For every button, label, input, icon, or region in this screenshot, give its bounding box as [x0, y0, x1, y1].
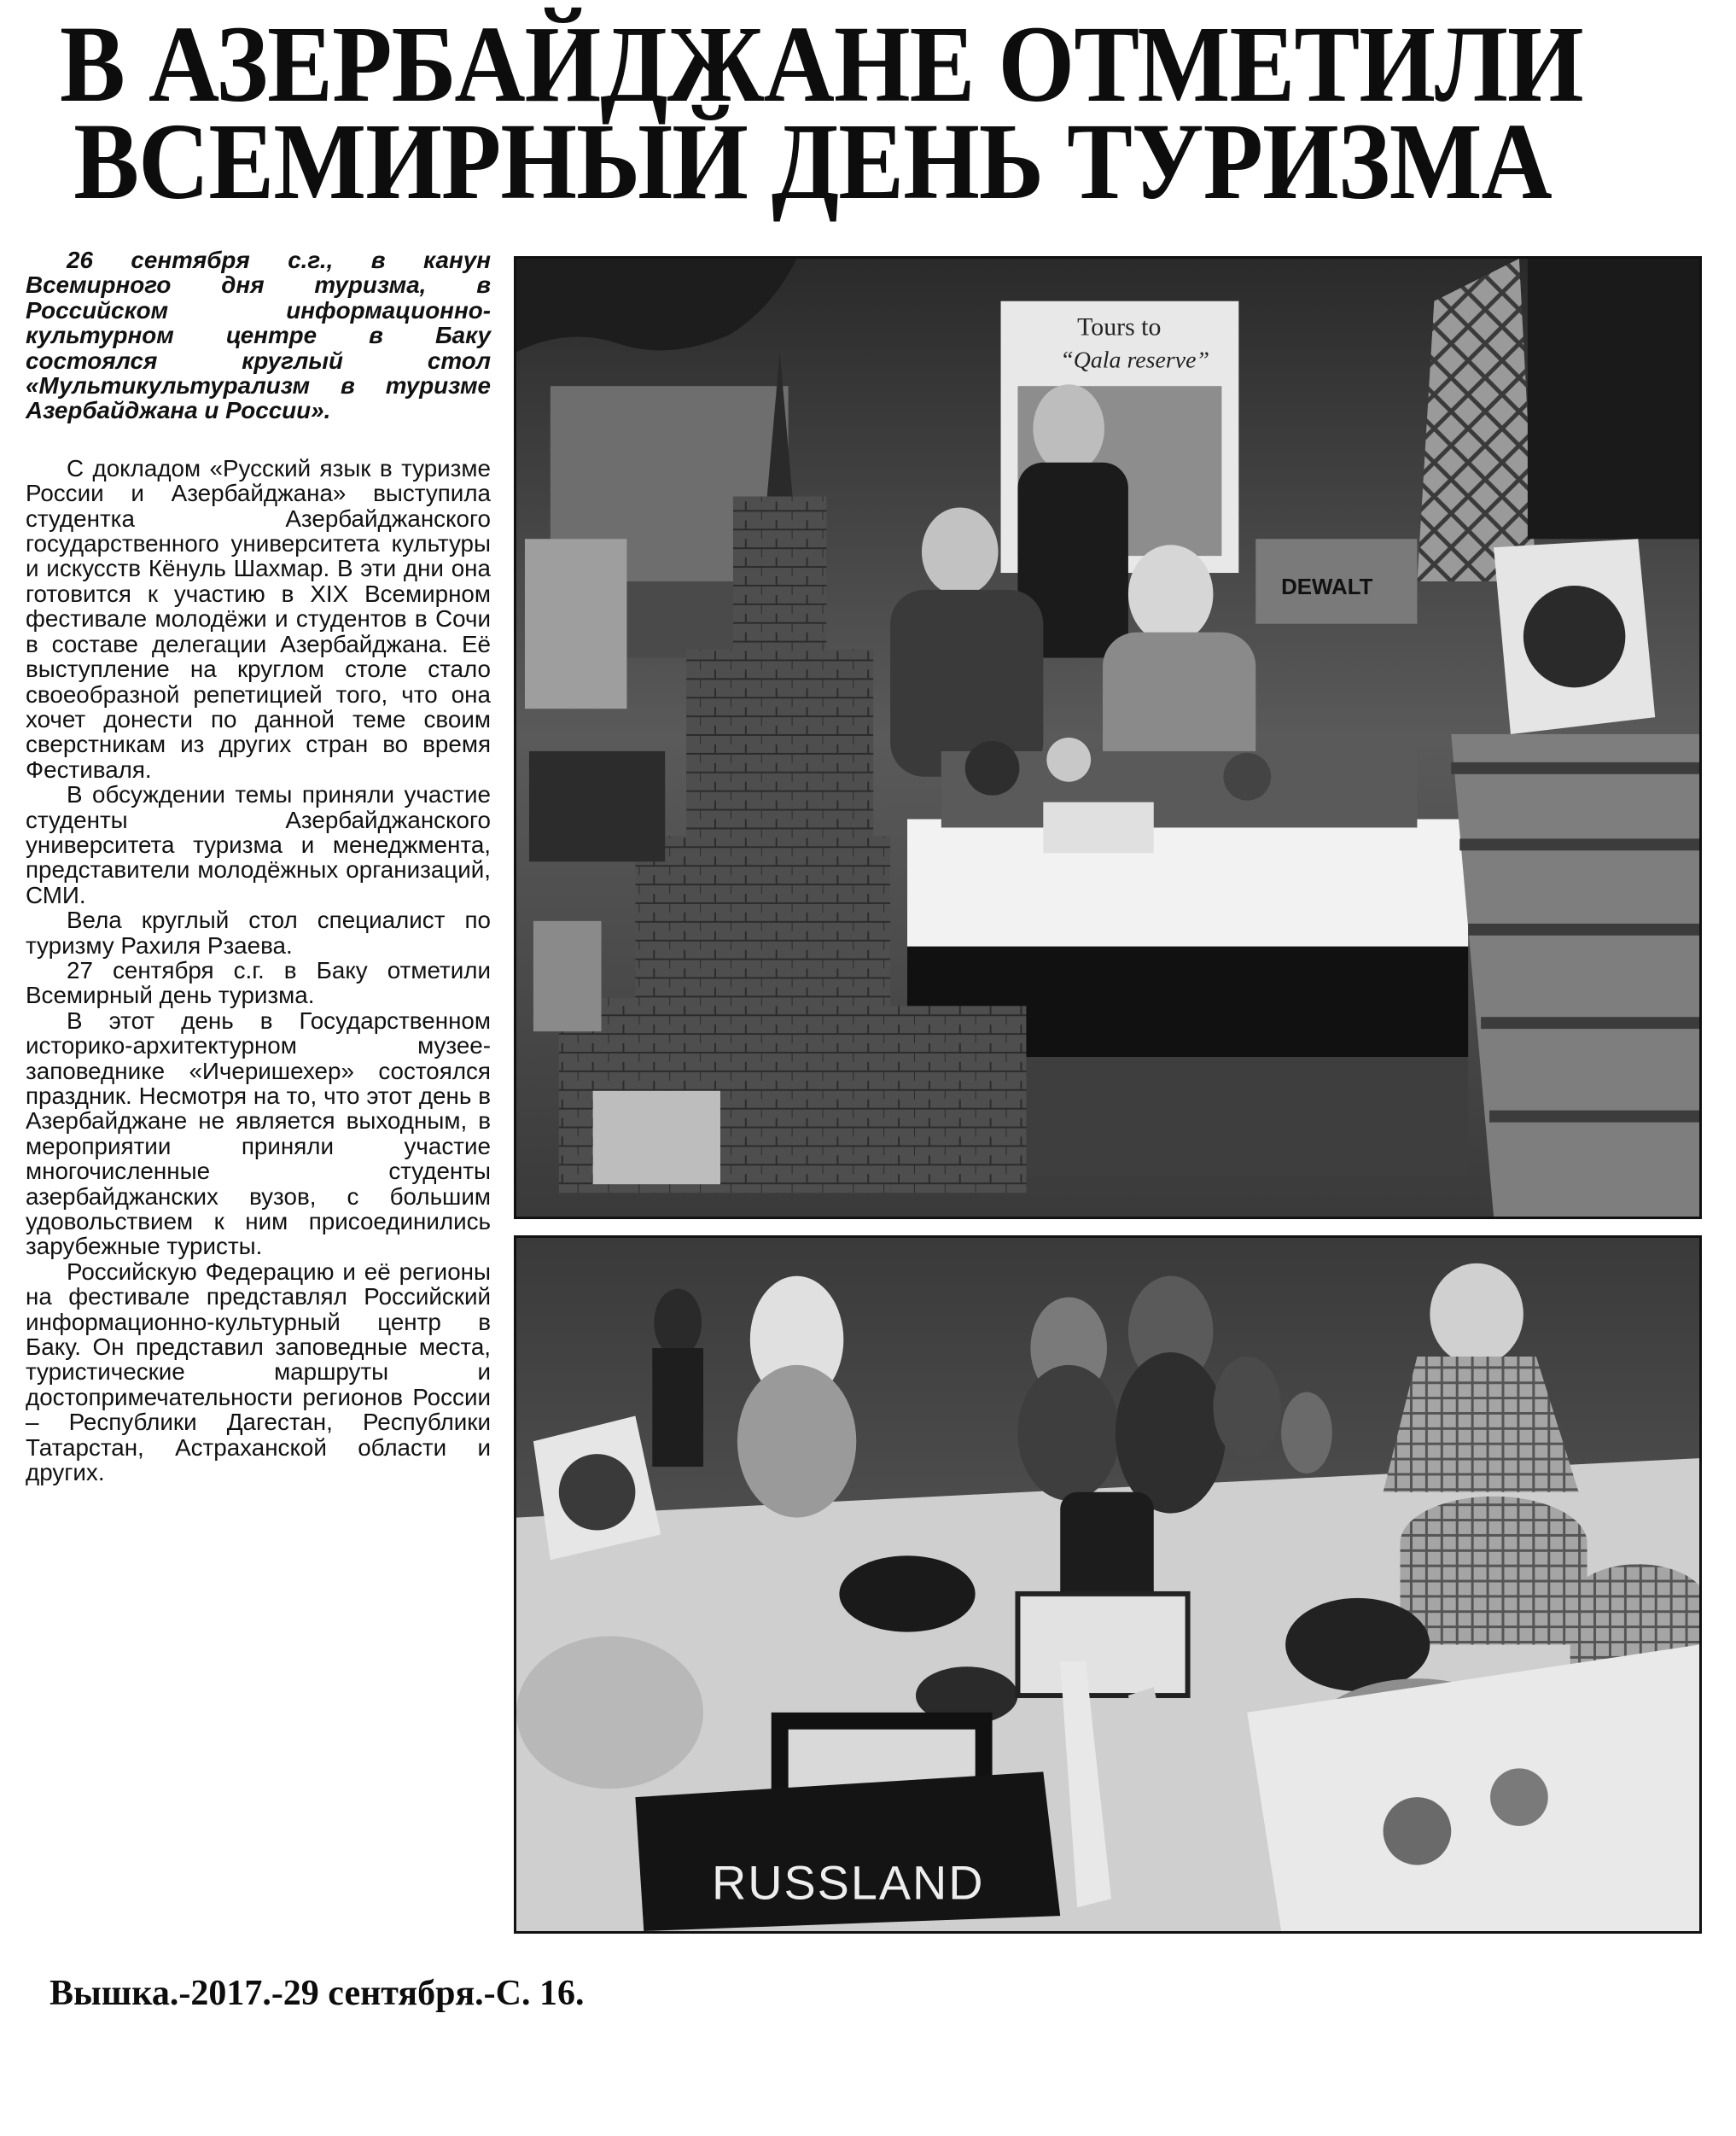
article-text-column: [26, 248, 491, 1485]
poster-text-2: “Qala reserve”: [1060, 347, 1209, 374]
source-citation: Вышка.-2017.-29 сентября.-С. 16.: [50, 1974, 585, 2013]
headline-line-2: ВСЕМИРНЫЙ ДЕНЬ ТУРИЗМА: [73, 101, 1552, 222]
article-paragraph: В этот день в Государственном историко-архитектурном музее-заповеднике «Ичеришехер» состоялся праздник. Несмотря на то, что этот день в Азербайджане не является выходным, в мероприятии приняли участие многочисленные студенты азербайджанских вузов, с большим удовольствием к ним присоединились зарубежные туристы.: [26, 1007, 491, 1260]
headline: [60, 3, 1583, 222]
article-paragraph: В обсуждении темы приняли участие студенты Азербайджанского университета туризма и менеджмента, представители молодёжных организаций, СМИ.: [26, 781, 491, 908]
article-paragraph: Вела круглый стол специалист по туризму Рахиля Рзаева.: [26, 907, 491, 959]
photo-souvenir-stand-image: [516, 259, 1699, 1217]
photo-souvenirs-table: [514, 1235, 1702, 1934]
poster-text-1: Tours to: [1077, 312, 1162, 341]
photo-souvenir-stand: [514, 256, 1702, 1219]
article-paragraph: Российскую Федерацию и её регионы на фестивале представлял Российский информационно-культурный центр в Баку. Он представил заповедные места, туристические маршруты и достопримечательности регионов России – Республики Дагестан, Республики Татарстан, Астраханской области и других.: [26, 1258, 491, 1486]
photo-souvenirs-table-image: [516, 1238, 1699, 1931]
book-label: RUSSLAND: [712, 1856, 985, 1910]
article-paragraph: 27 сентября с.г. в Баку отметили Всемирный день туризма.: [26, 956, 491, 1009]
box-label: DEWALT: [1281, 575, 1373, 599]
article-paragraph: С докладом «Русский язык в туризме России и Азербайджана» выступила студентка Азербайджанского государственного университета культуры и искусств Кёнуль Шахмар. В эти дни она готовится к участию в XIX Всемирном фестивале молодёжи и студентов в Сочи в составе делегации Азербайджана. Её выступление на круглом столе стало своеобразной репетицией того, что она хочет донести по данной теме своим сверстникам из других стран во время Фестиваля.: [26, 454, 491, 783]
headline-line-1: В АЗЕРБАЙДЖАНЕ ОТМЕТИЛИ: [60, 3, 1583, 125]
article-lead: 26 сентября с.г., в канун Всемирного дня туризма, в Российском информационно-культурном центре в Баку состоялся круглый стол «Мультикультурализм в туризме Азербайджана и России».: [26, 247, 491, 424]
